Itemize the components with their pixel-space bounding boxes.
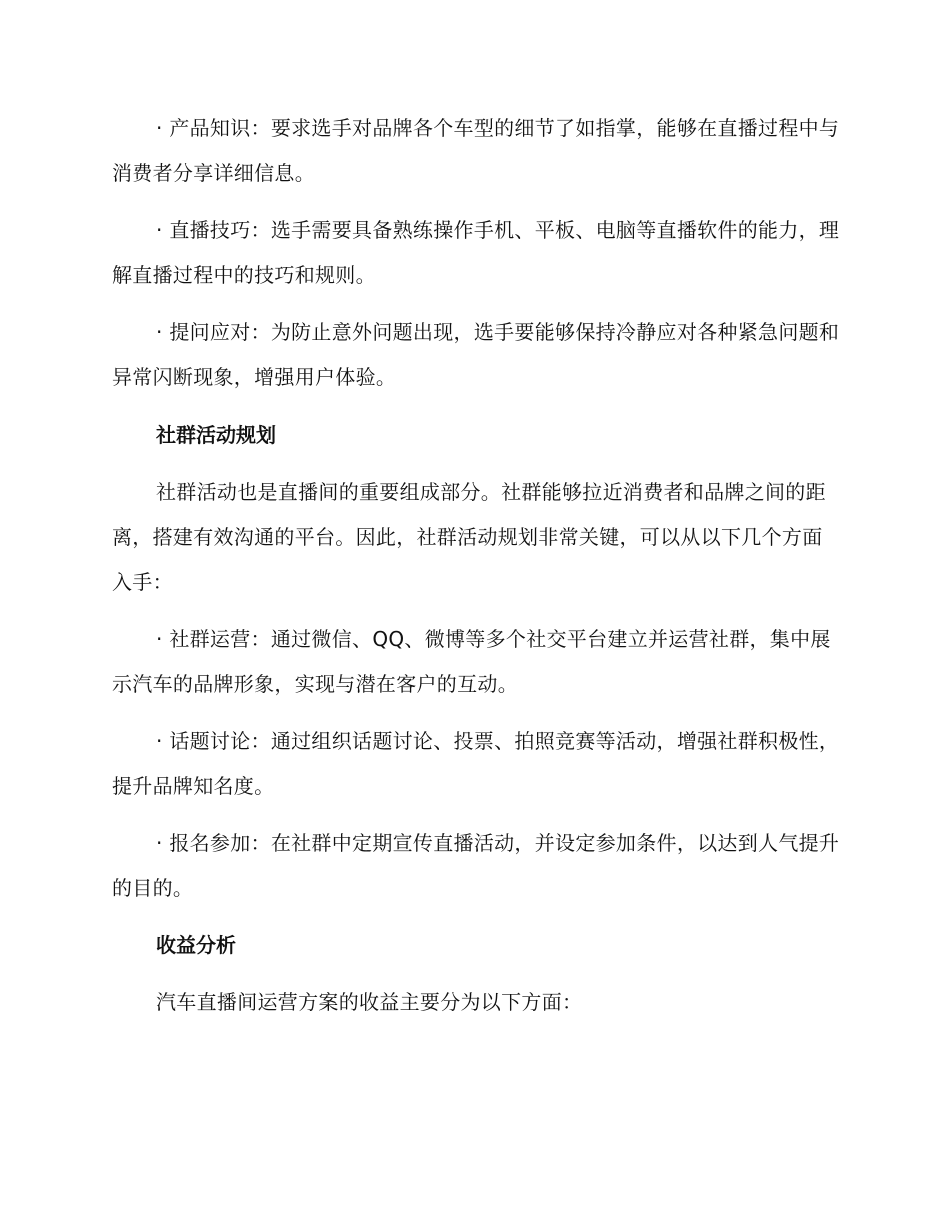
- paragraph-community-intro: 社群活动也是直播间的重要组成部分。社群能够拉近消费者和品牌之间的距离，搭建有效沟通的平台。因此，社群活动规划非常关键，可以从以下几个方面入手：: [112, 480, 826, 594]
- paragraph-product-knowledge: · 产品知识：要求选手对品牌各个车型的细节了如指掌，能够在直播过程中与消费者分享详细信息。: [112, 116, 840, 185]
- paragraph-qa-response: · 提问应对：为防止意外问题出现，选手要能够保持冷静应对各种紧急问题和异常闪断现象，增强用户体验。: [112, 320, 840, 389]
- heading-revenue-analysis: 收益分析: [156, 933, 236, 957]
- paragraph-live-skills: · 直播技巧：选手需要具备熟练操作手机、平板、电脑等直播软件的能力，理解直播过程中的技巧和规则。: [112, 218, 840, 287]
- paragraph-community-ops: · 社群运营：通过微信、QQ、微博等多个社交平台建立并运营社群，集中展示汽车的品牌形象，实现与潜在客户的互动。: [112, 627, 831, 696]
- paragraph-topic-discussion: · 话题讨论：通过组织话题讨论、投票、拍照竞赛等活动，增强社群积极性，提升品牌知名度。: [112, 729, 840, 798]
- paragraph-registration: · 报名参加：在社群中定期宣传直播活动，并设定参加条件，以达到人气提升的目的。: [112, 831, 840, 900]
- heading-community-planning: 社群活动规划: [156, 423, 276, 447]
- paragraph-revenue-intro: 汽车直播间运营方案的收益主要分为以下方面：: [156, 990, 583, 1014]
